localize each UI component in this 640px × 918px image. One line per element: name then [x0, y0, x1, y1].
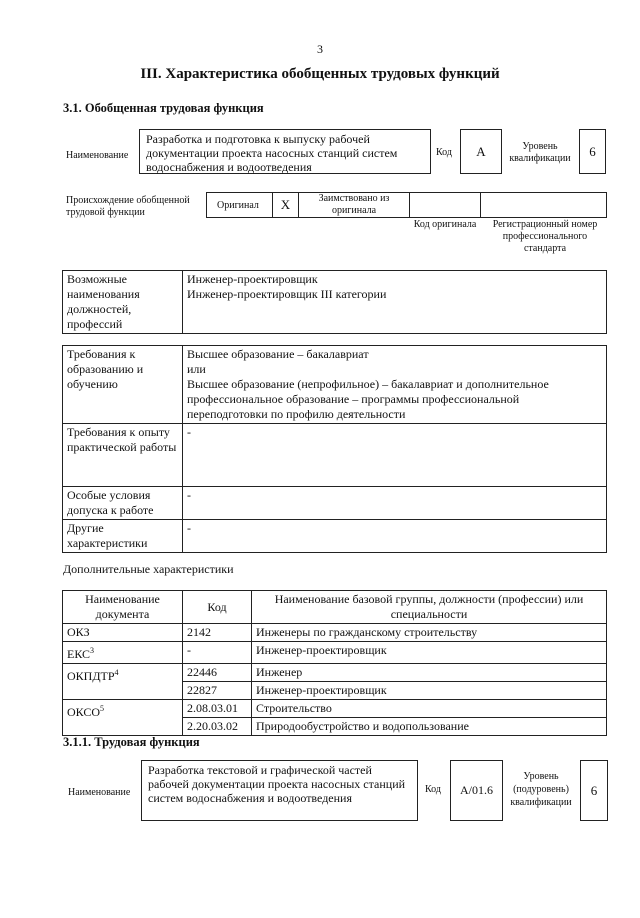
tf-code-value: A/01.6 [450, 760, 503, 821]
row-code: 22446 [183, 664, 252, 682]
gtf-reg-number-caption: Регистрационный номер профессионального стандарта [492, 219, 598, 254]
row-name: Инженеры по гражданскому строительству [252, 624, 607, 642]
row-doc: ОКПДТР$^4$ [63, 664, 183, 700]
row-code: - [183, 642, 252, 664]
row-code: 2.20.03.02 [183, 718, 252, 736]
gtf-origin-label: Происхождение обобщенной трудовой функции [66, 195, 190, 218]
position-item: Инженер-проектировщик [187, 272, 318, 286]
col-name-header: Наименование базовой группы, должности (профессии) или специальности [252, 591, 607, 624]
row-doc: ОКЗ [63, 624, 183, 642]
requirements-table [62, 345, 607, 553]
req-conditions-value: - [183, 487, 607, 520]
gtf-heading: 3.1. Обобщенная трудовая функция [63, 101, 264, 115]
positions-label: Возможные наименования должностей, профессий [63, 271, 183, 334]
row-code: 2142 [183, 624, 252, 642]
gtf-code-value: А [460, 129, 502, 174]
row-name: Инженер-проектировщик [252, 642, 607, 664]
gtf-level-label: Уровень квалификации [509, 141, 571, 164]
gtf-name-value: Разработка и подготовка к выпуску рабочей документации проекта насосных станций систем водоснабжения и водоотведения [139, 129, 431, 174]
gtf-orig-code-caption: Код оригинала [413, 219, 477, 230]
row-code: 22827 [183, 682, 252, 700]
tf-name-value: Разработка текстовой и графической частей рабочей документации проекта насосных станций систем водоснабжения и водоотведения [141, 760, 418, 821]
positions-table [62, 270, 607, 334]
row-name: Инженер-проектировщик [252, 682, 607, 700]
gtf-orig-code-cell [409, 192, 481, 218]
gtf-borrowed-label: Заимствовано из оригинала [318, 193, 390, 216]
req-conditions-label: Особые условия допуска к работе [63, 487, 183, 520]
positions-values [183, 271, 607, 334]
gtf-code-label: Код [436, 147, 452, 158]
table-row [63, 664, 607, 682]
col-doc-header: Наименование документа [63, 591, 183, 624]
row-doc: ЕКС$^3$ [63, 642, 183, 664]
req-experience-label: Требования к опыту практической работы [63, 424, 183, 487]
row-doc: ОКСО$^5$ [63, 700, 183, 736]
tf-level-label: Уровень (подуровень) квалификации [510, 771, 572, 808]
req-other-label: Другие характеристики [63, 520, 183, 553]
position-item: Инженер-проектировщик III категории [187, 287, 387, 301]
gtf-name-label: Наименование [66, 150, 129, 161]
req-education-label: Требования к образованию и обучению [63, 346, 183, 424]
additional-table [62, 590, 607, 736]
tf-code-label: Код [425, 784, 441, 795]
gtf-original-mark: Х [280, 197, 291, 212]
table-row [63, 624, 607, 642]
tf-name-label: Наименование [68, 787, 131, 798]
tf-heading: 3.1.1. Трудовая функция [63, 735, 200, 749]
row-name: Строительство [252, 700, 607, 718]
row-code: 2.08.03.01 [183, 700, 252, 718]
table-row [63, 700, 607, 718]
page-number: 3 [317, 42, 323, 56]
table-row [63, 642, 607, 664]
col-code-header: Код [183, 591, 252, 624]
req-education-value: Высшее образование – бакалавриат или Высшее образование (непрофильное) – бакалавриат и дополнительное профессиональное образование – программы профессиональной переподготовки по профилю деятельности [183, 346, 607, 424]
section-title: III. Характеристика обобщенных трудовых функций [140, 66, 500, 82]
row-name: Природообустройство и водопользование [252, 718, 607, 736]
gtf-original-label: Оригинал [217, 200, 259, 211]
req-other-value: - [183, 520, 607, 553]
row-name: Инженер [252, 664, 607, 682]
gtf-level-value: 6 [579, 129, 606, 174]
additional-heading: Дополнительные характеристики [63, 562, 234, 576]
tf-level-value: 6 [580, 760, 608, 821]
req-experience-value: - [183, 424, 607, 487]
